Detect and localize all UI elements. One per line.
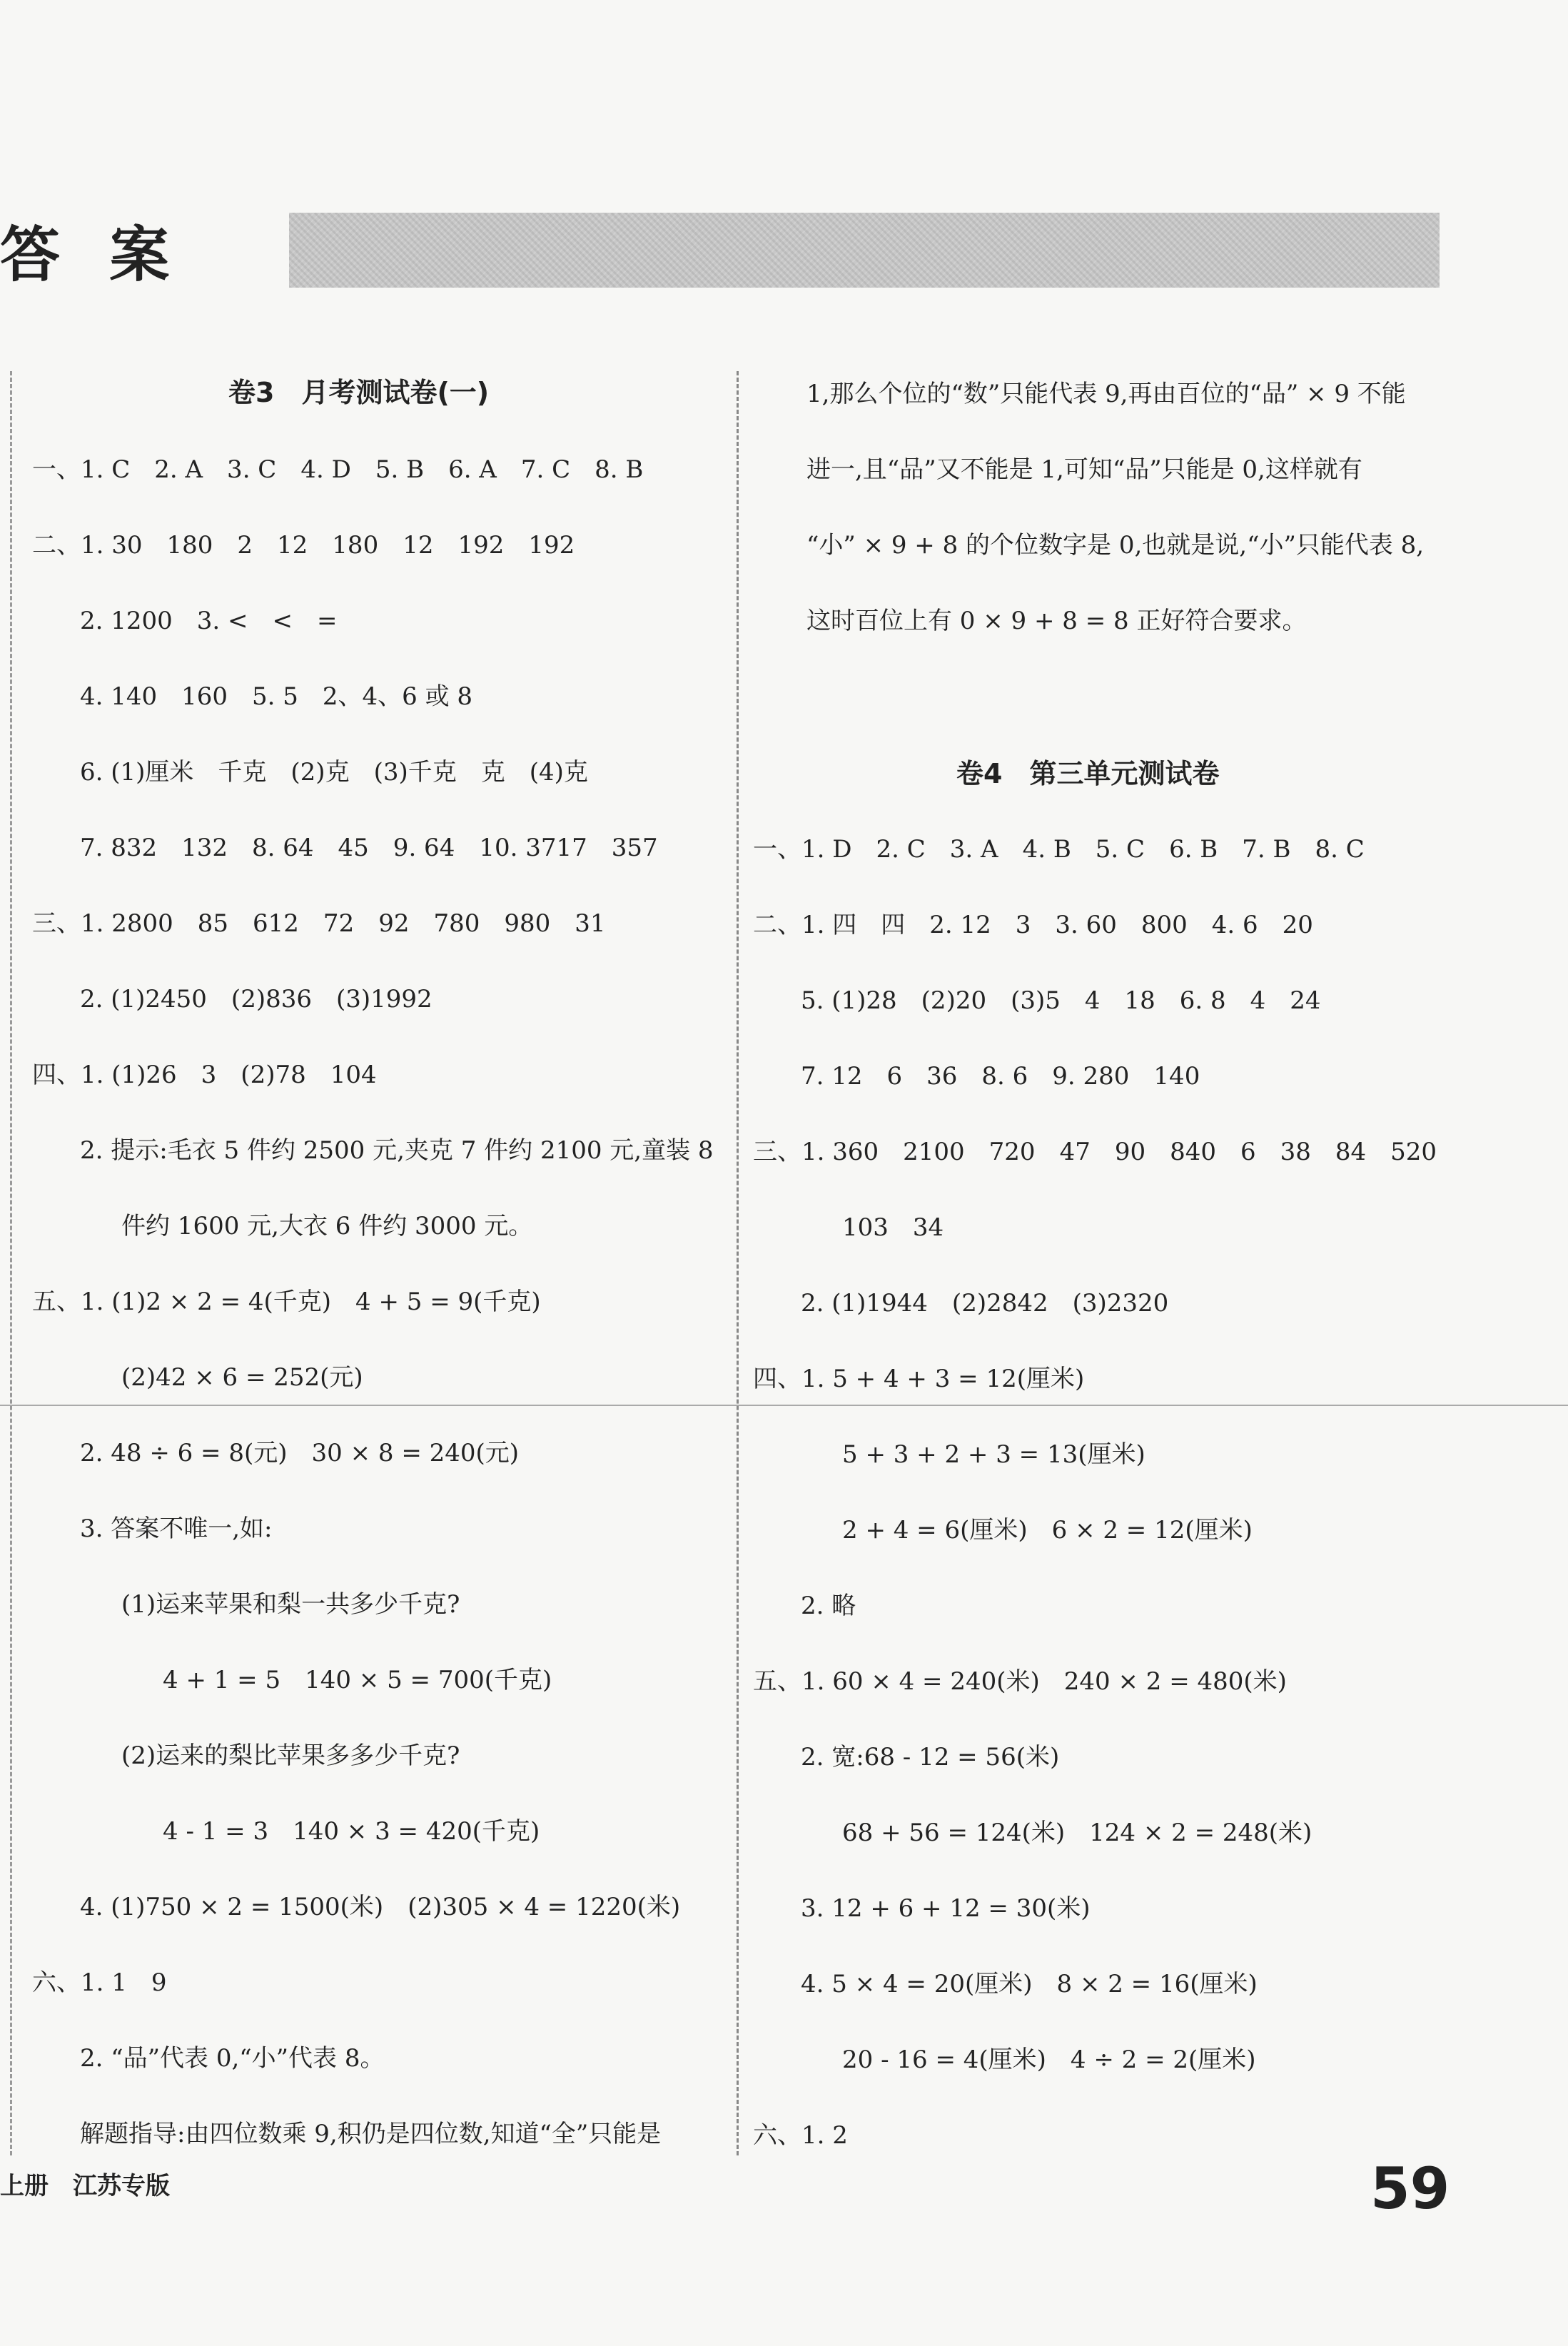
answer-line: 3. 答案不唯一,如:	[80, 1515, 273, 1543]
answer-line: 4. (1)750 × 2 = 1500(米) (2)305 × 4 = 1220(米)	[80, 1893, 681, 1921]
answer-line: 5. (1)28 (2)20 (3)5 4 18 6. 8 4 24	[801, 986, 1321, 1015]
answer-line: 2. 48 ÷ 6 = 8(元) 30 × 8 = 240(元)	[80, 1439, 520, 1467]
answer-line: 2. 1200 3. < < =	[80, 607, 338, 635]
answer-line: 五、1. 60 × 4 = 240(米) 240 × 2 = 480(米)	[753, 1667, 1287, 1696]
left-section-title: 卷3 月考测试卷(一)	[228, 377, 490, 408]
answer-line: (2)42 × 6 = 252(元)	[121, 1363, 363, 1392]
answer-line: 一、1. D 2. C 3. A 4. B 5. C 6. B 7. B 8. C	[753, 835, 1365, 864]
answer-line: 2 + 4 = 6(厘米) 6 × 2 = 12(厘米)	[842, 1516, 1253, 1544]
column-divider	[737, 371, 739, 2155]
answer-line: 件约 1600 元,大衣 6 件约 3000 元。	[121, 1212, 533, 1240]
continuation-line: 进一,且“品”又不能是 1,可知“品”只能是 0,这样就有	[806, 455, 1362, 484]
answer-line: 7. 832 132 8. 64 45 9. 64 10. 3717 357	[80, 834, 658, 862]
answer-line: 6. (1)厘米 千克 (2)克 (3)千克 克 (4)克	[80, 758, 588, 787]
answer-line: 三、1. 360 2100 720 47 90 840 6 38 84 520	[753, 1138, 1437, 1166]
answer-line: 五、1. (1)2 × 2 = 4(千克) 4 + 5 = 9(千克)	[32, 1288, 541, 1316]
answer-line: 68 + 56 = 124(米) 124 × 2 = 248(米)	[842, 1819, 1312, 1847]
page-number: 59	[1370, 2155, 1450, 2222]
header-title: 答 案	[0, 219, 184, 290]
answer-line: 4 - 1 = 3 140 × 3 = 420(千克)	[163, 1817, 540, 1846]
footer-edition: 上册 江苏专版	[0, 2172, 170, 2200]
answer-line: 20 - 16 = 4(厘米) 4 ÷ 2 = 2(厘米)	[842, 2046, 1256, 2074]
answer-line: 4 + 1 = 5 140 × 5 = 700(千克)	[163, 1666, 552, 1694]
continuation-line: 这时百位上有 0 × 9 + 8 = 8 正好符合要求。	[806, 607, 1307, 635]
answer-line: 解题指导:由四位数乘 9,积仍是四位数,知道“全”只能是	[80, 2120, 662, 2148]
answer-line: 四、1. (1)26 3 (2)78 104	[32, 1061, 377, 1089]
continuation-line: “小” × 9 + 8 的个位数字是 0,也就是说,“小”只能代表 8,	[806, 531, 1425, 560]
left-edge-divider	[10, 371, 12, 2155]
answer-line: 2. 略	[801, 1592, 856, 1620]
answer-line: 103 34	[842, 1213, 944, 1242]
answer-line: 7. 12 6 36 8. 6 9. 280 140	[801, 1062, 1200, 1091]
answer-line: 2. “品”代表 0,“小”代表 8。	[80, 2044, 385, 2073]
answer-line: 二、1. 30 180 2 12 180 12 192 192	[32, 531, 575, 560]
answer-line: 3. 12 + 6 + 12 = 30(米)	[801, 1894, 1091, 1923]
answer-line: (1)运来苹果和梨一共多少千克?	[121, 1590, 460, 1619]
answer-line: 5 + 3 + 2 + 3 = 13(厘米)	[842, 1440, 1145, 1469]
answer-line: 2. (1)1944 (2)2842 (3)2320	[801, 1289, 1169, 1318]
answer-line: 六、1. 2	[753, 2121, 848, 2150]
answer-line: (2)运来的梨比苹果多多少千克?	[121, 1741, 460, 1770]
answer-line: 2. 提示:毛衣 5 件约 2500 元,夹克 7 件约 2100 元,童装 8	[80, 1136, 714, 1165]
answer-line: 二、1. 四 四 2. 12 3 3. 60 800 4. 6 20	[753, 911, 1313, 939]
answer-line: 4. 140 160 5. 5 2、4、6 或 8	[80, 682, 473, 711]
answer-line: 三、1. 2800 85 612 72 92 780 980 31	[32, 909, 606, 938]
right-section-title: 卷4 第三单元测试卷	[956, 758, 1220, 789]
header-bar	[289, 213, 1440, 288]
answer-line: 六、1. 1 9	[32, 1968, 167, 1997]
fold-line	[0, 1405, 1568, 1406]
answer-line: 2. (1)2450 (2)836 (3)1992	[80, 985, 433, 1013]
continuation-line: 1,那么个位的“数”只能代表 9,再由百位的“品” × 9 不能	[806, 380, 1406, 408]
answer-line: 4. 5 × 4 = 20(厘米) 8 × 2 = 16(厘米)	[801, 1970, 1258, 1998]
answer-line: 一、1. C 2. A 3. C 4. D 5. B 6. A 7. C 8. B	[32, 455, 644, 484]
answer-line: 四、1. 5 + 4 + 3 = 12(厘米)	[753, 1365, 1085, 1393]
answer-line: 2. 宽:68 - 12 = 56(米)	[801, 1743, 1060, 1771]
